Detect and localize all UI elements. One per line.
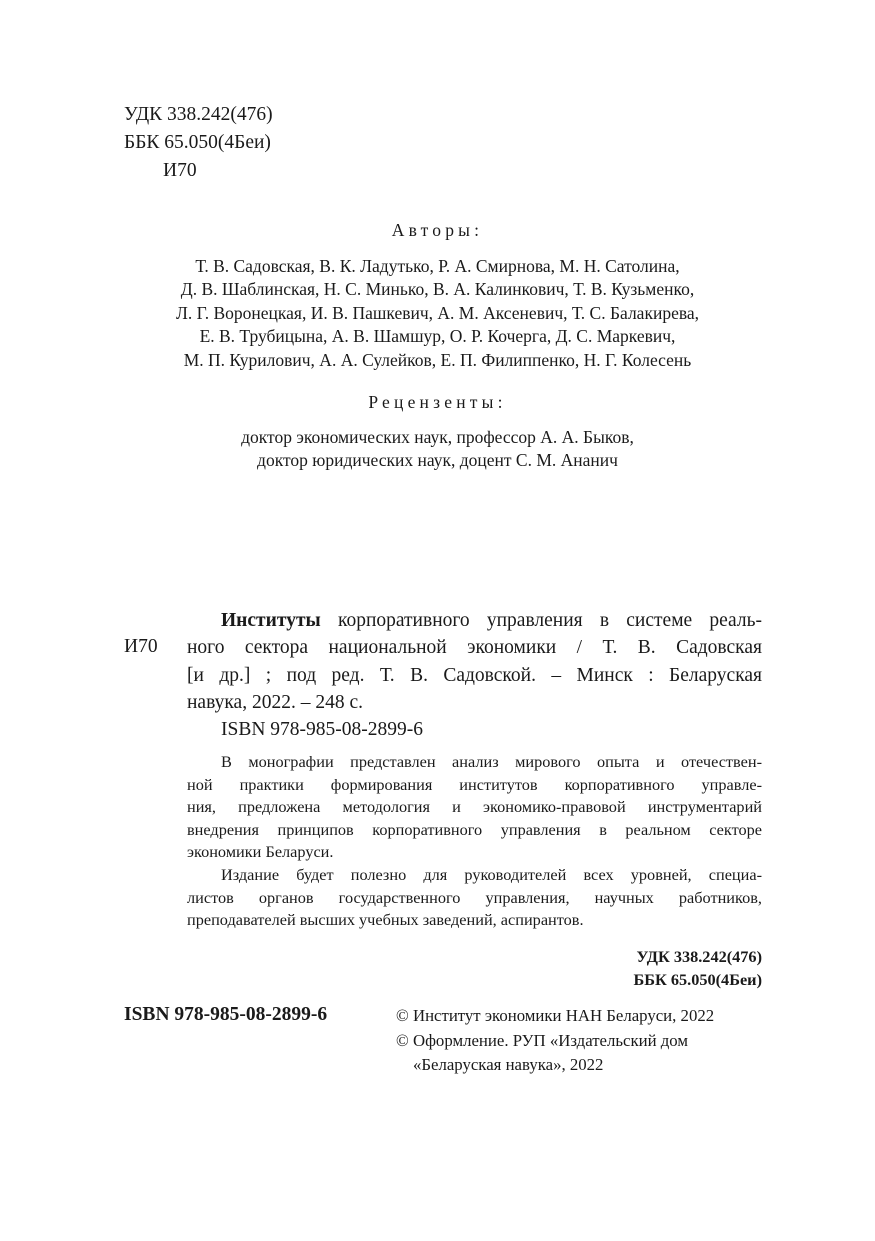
authors-list: [100, 255, 775, 372]
annotation: [187, 751, 762, 932]
authors-line: Л. Г. Воронецкая, И. В. Пашкевич, А. М. Аксеневич, Т. С. Балакирева,: [175, 302, 700, 323]
bbk-code: ББК 65.050(4Беи): [124, 132, 271, 153]
copyright-line: © Институт экономики НАН Беларуси, 2022: [396, 1006, 715, 1025]
annotation-line: Издание будет полезно для руководителей всех уровней, специа-: [221, 864, 762, 884]
annotation-line: В монографии представлен анализ мирового опыта и отечествен-: [221, 752, 762, 771]
author-mark: И70: [163, 160, 197, 181]
record-line: ного сектора национальной экономики / Т. В. Садовская: [187, 637, 762, 659]
record-line: навука, 2022. – 248 с.: [187, 691, 363, 713]
copyright-line: «Беларуская навука», 2022: [413, 1055, 604, 1075]
classification-codes: [124, 101, 273, 185]
authors-line: М. П. Курилович, А. А. Сулейков, Е. П. Филиппенко, Н. Г. Колесень: [183, 349, 692, 370]
authors-line: Д. В. Шаблинская, Н. С. Минько, В. А. Калинкович, Т. В. Кузьменко,: [180, 279, 695, 300]
authors-line: Т. В. Садовская, В. К. Ладутько, Р. А. Смирнова, М. Н. Сатолина,: [195, 256, 680, 276]
annotation-line: ной практики формирования институтов корпоративного управле-: [187, 774, 762, 794]
reviewers-list: [100, 426, 775, 473]
reviewers-heading: Рецензенты:: [368, 392, 507, 412]
authors-line: Е. В. Трубицына, А. В. Шамшур, О. Р. Кочерга, Д. С. Маркевич,: [199, 326, 676, 347]
udk-code: УДК 338.242(476): [124, 104, 273, 125]
reviewer-line: доктор экономических наук, профессор А. А. Быков,: [241, 427, 634, 447]
annotation-line: внедрения принципов корпоративного управления в реальном секторе: [187, 819, 762, 839]
record-isbn: ISBN 978-985-08-2899-6: [221, 719, 424, 741]
footer-udk-code: УДК 338.242(476): [636, 947, 762, 966]
annotation-line: листов органов государственного управления, научных работников,: [187, 887, 762, 907]
footer-classification-codes: [500, 946, 762, 991]
record-line: [и др.] ; под ред. Т. В. Садовской. – Минск : Беларуская: [187, 664, 762, 686]
bibliographic-record: [187, 607, 762, 743]
record-author-mark: И70: [124, 636, 158, 657]
reviewer-line: доктор юридических наук, доцент С. М. Ананич: [257, 450, 618, 471]
annotation-line: преподавателей высших учебных заведений, аспирантов.: [187, 910, 584, 930]
copyright-line: © Оформление. РУП «Издательский дом: [396, 1030, 688, 1050]
isbn-number: ISBN 978-985-08-2899-6: [124, 1004, 328, 1025]
annotation-line: экономики Беларуси.: [187, 842, 334, 862]
authors-heading: Авторы:: [391, 220, 484, 240]
annotation-line: ния, предложена методология и экономико-правовой инструментарий: [187, 797, 762, 817]
record-title-rest: корпоративного управления в системе реаль-: [320, 610, 762, 631]
copyright-block: [396, 1004, 714, 1078]
footer-bbk-code: ББК 65.050(4Беи): [633, 969, 762, 989]
record-title-bold: Институты: [221, 610, 321, 631]
record-line: [187, 607, 762, 634]
